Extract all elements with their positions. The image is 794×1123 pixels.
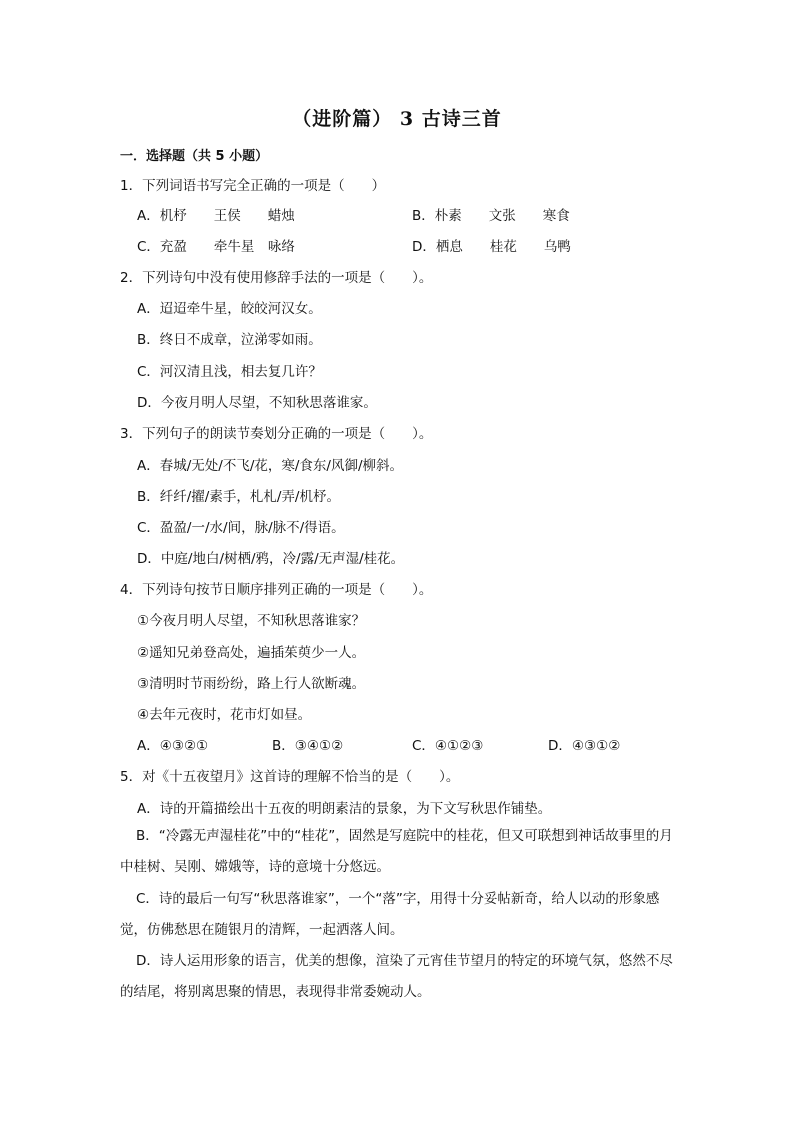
section-heading: 一．选择题（共 5 小题） — [120, 149, 269, 164]
question-1-option-a: A．机杼 王侯 蜡烛 — [137, 208, 295, 224]
question-1-stem: 1．下列词语书写完全正确的一项是（ ） — [120, 178, 386, 194]
question-2-option-a: A．迢迢牵牛星，皎皎河汉女。 — [137, 301, 322, 317]
question-3-option-d: D．中庭/地白/树栖/鸦，冷/露/无声湿/桂花。 — [137, 551, 405, 567]
question-5-option-b: B．“冷露无声湿桂花”中的“桂花”，固然是写庭院中的桂花，但又可联想到神话故事里的月中桂树、吴刚、嫦娥等，诗的意境十分悠远。 — [120, 828, 673, 875]
question-2-option-c: C．河汉清且浅，相去复几许？ — [137, 364, 322, 380]
question-5-option-c: C．诗的最后一句写“秋思落谁家”，一个“落”字，用得十分妥帖新奇，给人以动的形象感觉，仿佛愁思在随银月的清辉，一起洒落人间。 — [120, 891, 660, 938]
question-3-option-c: C．盈盈/一/水/间，脉/脉不/得语。 — [137, 520, 345, 536]
question-5-option-a: A．诗的开篇描绘出十五夜的明朗素洁的景象，为下文写秋思作铺垫。 — [137, 801, 552, 817]
question-4-item-2: ②遥知兄弟登高处，遍插茱萸少一人。 — [137, 645, 366, 661]
question-4-item-3: ③清明时节雨纷纷，路上行人欲断魂。 — [137, 676, 366, 692]
question-4-option-b: B．③④①② — [272, 738, 344, 754]
question-4-option-c: C．④①②③ — [412, 738, 484, 754]
question-4-option-a: A．④③②① — [137, 738, 209, 754]
question-2-option-d: D．今夜月明人尽望，不知秋思落谁家。 — [137, 395, 377, 411]
question-4-item-4: ④去年元夜时，花市灯如昼。 — [137, 707, 312, 723]
question-4-stem: 4．下列诗句按节日顺序排列正确的一项是（ ）。 — [120, 582, 433, 598]
question-4-option-d: D．④③①② — [548, 738, 621, 754]
question-3-stem: 3．下列句子的朗读节奏划分正确的一项是（ ）。 — [120, 426, 433, 442]
page-title: （进阶篇） 3 古诗三首 — [292, 108, 502, 130]
question-3-option-a: A．春城/无处/不飞/花，寒/食东/风御/柳斜。 — [137, 458, 404, 474]
question-2-option-b: B．终日不成章，泣涕零如雨。 — [137, 332, 322, 348]
question-3-option-b: B．纤纤/擢/素手，札札/弄/机杼。 — [137, 489, 340, 505]
question-1-option-c: C．充盈 牵牛星 咏络 — [137, 239, 295, 255]
question-1-option-b: B．朴素 文张 寒食 — [412, 208, 570, 224]
question-2-stem: 2．下列诗句中没有使用修辞手法的一项是（ ）。 — [120, 270, 433, 286]
question-1-option-d: D．栖息 桂花 乌鸭 — [412, 239, 571, 255]
question-5-option-d: D．诗人运用形象的语言，优美的想像，渲染了元宵佳节望月的特定的环境气氛，悠然不尽的结尾，将别离思聚的情思，表现得非常委婉动人。 — [120, 953, 673, 1000]
question-4-item-1: ①今夜月明人尽望，不知秋思落谁家？ — [137, 613, 366, 629]
question-5-stem: 5．对《十五夜望月》这首诗的理解不恰当的是（ ）。 — [120, 769, 460, 785]
